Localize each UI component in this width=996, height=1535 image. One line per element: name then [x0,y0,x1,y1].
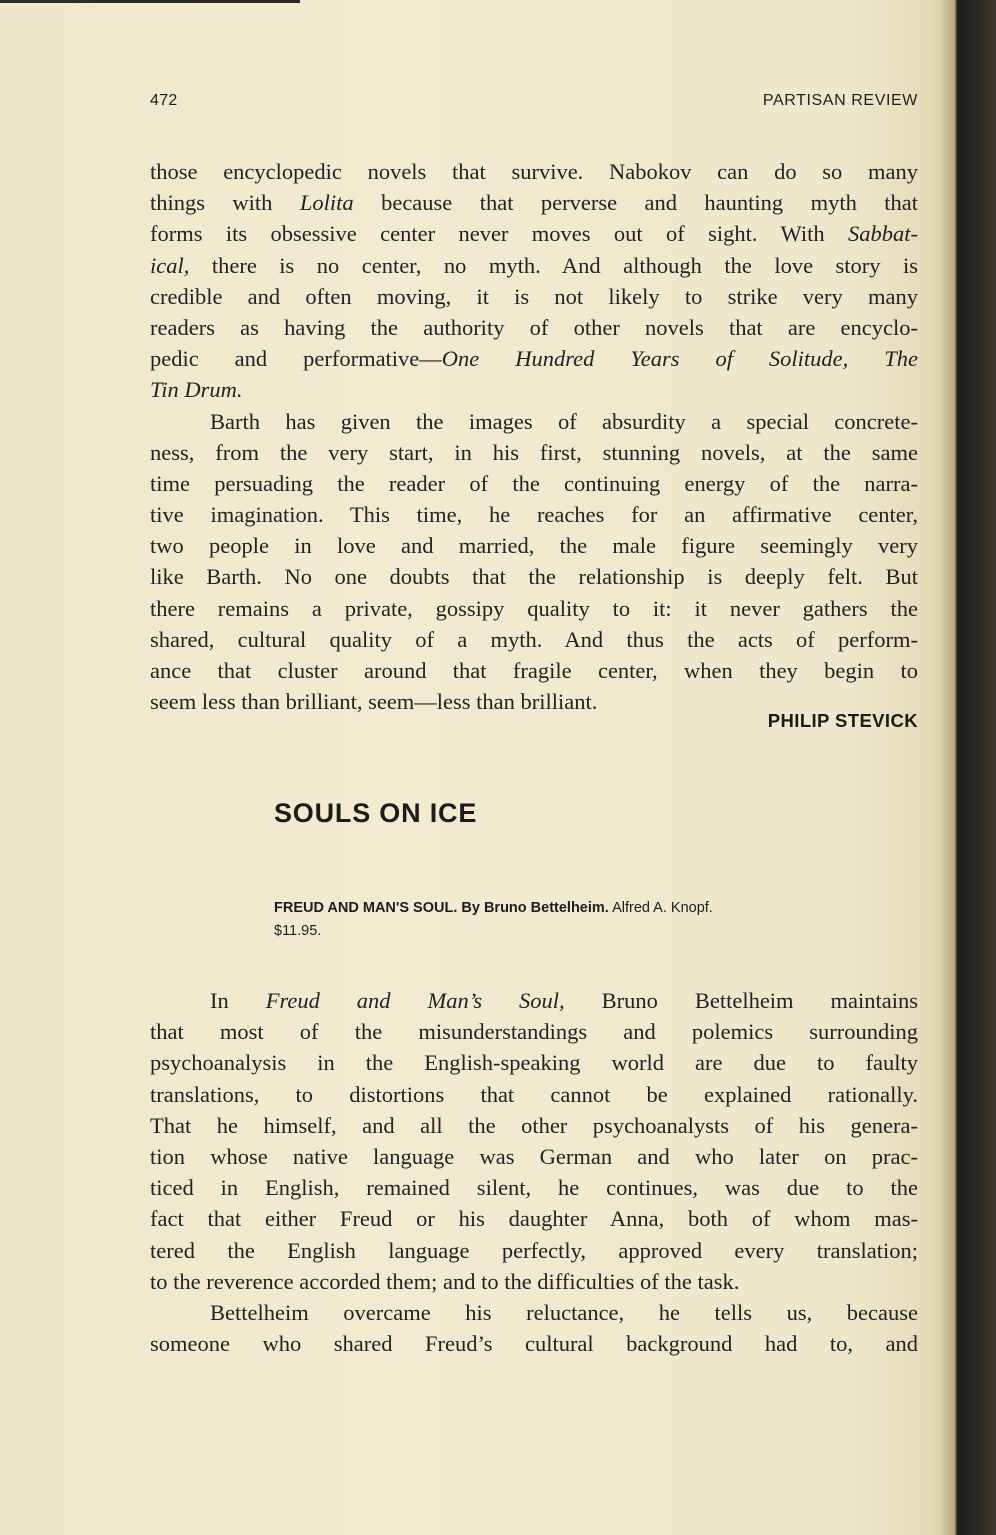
text-line [150,156,918,187]
text-line [150,985,918,1016]
text-segment: two people in love and married, the male figure seemingly very [150,533,918,559]
text-line [150,1235,918,1266]
text-line [150,1172,918,1203]
text-line [150,1328,918,1359]
text-line [150,624,918,655]
author-signature: PHILIP STEVICK [767,710,918,731]
book-author: By Bruno Bettelheim. [461,900,609,916]
text-line [150,218,918,249]
text-line [150,1110,918,1141]
review-title: SOULS ON ICE [274,798,478,828]
text-segment: seem less than brilliant, seem—less than brilliant. [150,689,598,715]
text-line [150,312,918,343]
text-segment: there is no center, no myth. And although the love story is [189,252,918,278]
text-line [150,1203,918,1234]
journal-title: PARTISAN REVIEW [762,92,918,109]
review-body-souls-on-ice [150,985,918,1359]
text-line [150,1297,918,1328]
text-line [150,561,918,592]
book-title: FREUD AND MAN'S SOUL. [274,900,458,916]
text-segment: ance that cluster around that fragile center, when they begin to [150,658,918,683]
scan-edge-line [0,0,300,3]
text-segment: things with [150,190,300,216]
text-segment: Bruno Bettelheim maintains [564,988,918,1013]
text-segment: In [210,988,266,1013]
text-segment: tion whose native language was German and who later on prac- [150,1143,918,1169]
italic-text: Lolita [299,190,354,216]
text-segment: there remains a private, gossipy quality to it: it never gathers the [150,595,918,621]
text-segment: ticed in English, remained silent, he continues, was due to the [150,1175,918,1201]
text-segment: tive imagination. This time, he reaches for an affirmative center, [150,502,918,528]
italic-text: Tin Drum. [150,377,243,403]
book-publisher: Alfred A. Knopf. [612,900,713,916]
text-line [150,1016,918,1047]
text-line [150,468,918,499]
text-line [150,1047,918,1078]
text-segment: someone who shared Freud’s cultural background had to, and [150,1331,918,1357]
text-segment: That he himself, and all the other psychoanalysts of his genera- [150,1112,918,1138]
text-line [150,187,918,218]
text-segment: those encyclopedic novels that survive. Nabokov can do so many [150,159,918,184]
text-segment: translations, to distortions that cannot be explained rationally. [150,1081,918,1107]
text-segment: tered the English language perfectly, approved every translation; [150,1237,918,1263]
italic-text: Freud and Man’s Soul, [265,988,565,1013]
text-segment: credible and often moving, it is not likely to strike very many [150,283,918,309]
page-edge [954,0,996,1535]
text-line [150,437,918,468]
text-segment: that most of the misunderstandings and polemics surrounding [150,1019,918,1045]
text-segment: like Barth. No one doubts that the relationship is deeply felt. But [150,564,918,590]
text-line [150,1266,918,1297]
book-citation [274,897,922,943]
text-segment: because that perverse and haunting myth that [353,190,918,216]
text-line [150,343,918,374]
text-line [150,406,918,437]
text-line [150,281,918,312]
text-segment: pedic and performative— [150,346,442,372]
text-segment: fact that either Freud or his daughter Anna, both of whom mas- [150,1206,918,1232]
text-segment: time persuading the reader of the continuing energy of the narra- [150,470,918,496]
italic-text: ical, [150,252,190,278]
page-number: 472 [150,92,178,109]
book-price: $11.95. [274,923,322,939]
text-line [150,1141,918,1172]
text-segment: ness, from the very start, in his first, stunning novels, at the same [150,439,918,465]
text-segment: readers as having the authority of other novels that are encyclo- [150,314,918,340]
text-line [150,530,918,561]
text-segment: Bettelheim overcame his reluctance, he tells us, because [210,1299,918,1325]
italic-text: One Hundred Years of Solitude, The [441,346,918,372]
text-segment: forms its obsessive center never moves out of sight. With [150,221,848,247]
text-line [150,655,918,686]
text-line [150,250,918,281]
text-line [150,1079,918,1110]
text-line [150,593,918,624]
review-body-philip-stevick [150,156,918,717]
italic-text: Sabbat- [848,221,918,247]
gutter-shadow [940,0,954,1535]
text-segment: psychoanalysis in the English-speaking world are due to faulty [150,1050,918,1076]
text-segment: to the reverence accorded them; and to the difficulties of the task. [150,1268,740,1294]
running-head [150,92,918,116]
text-segment: shared, cultural quality of a myth. And thus the acts of perform- [150,626,918,652]
text-line [150,374,918,405]
text-line [150,499,918,530]
text-segment: Barth has given the images of absurdity a special concrete- [210,408,918,434]
